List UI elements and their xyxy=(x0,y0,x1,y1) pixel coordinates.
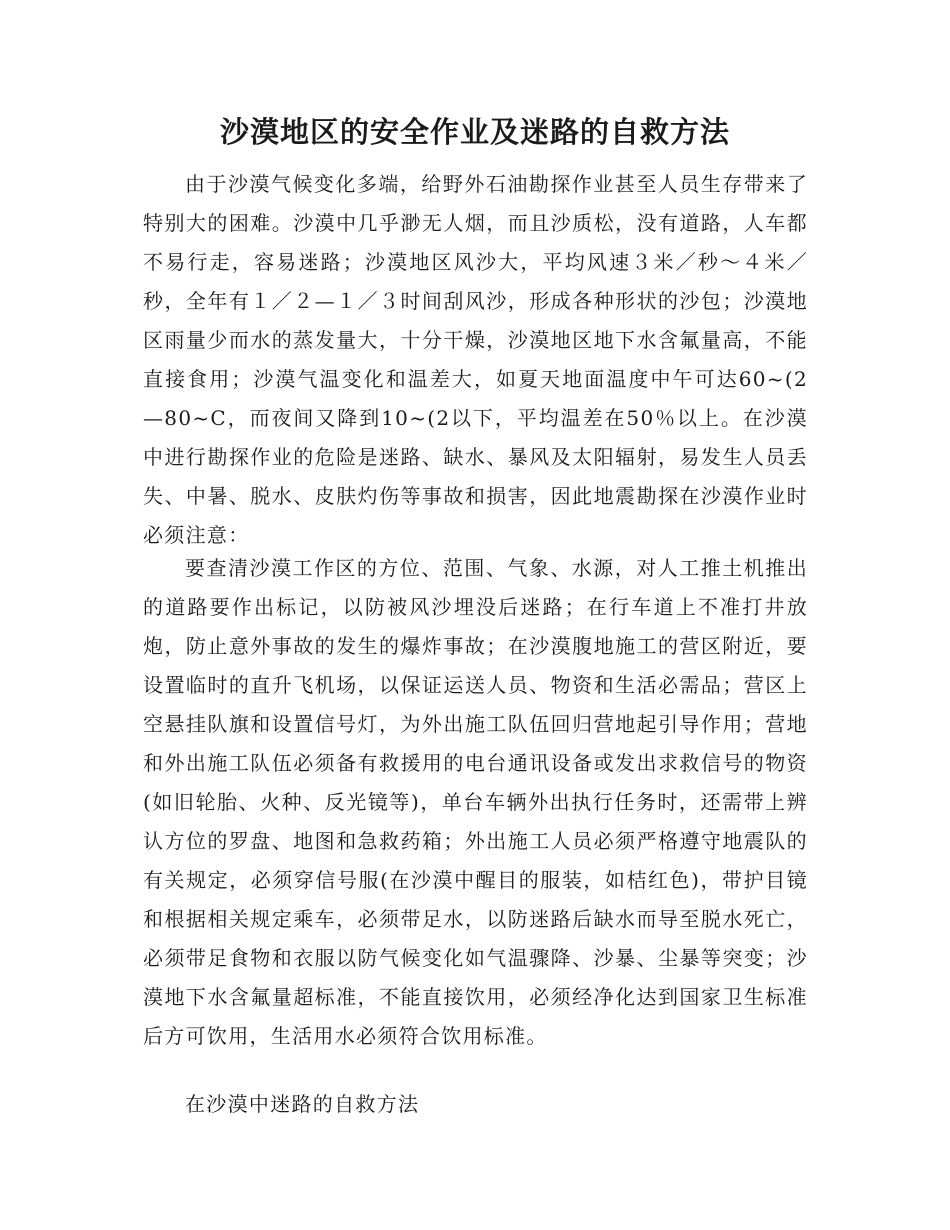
paragraph-desert-climate: 由于沙漠气候变化多端，给野外石油勘探作业甚至人员生存带来了特别大的困难。沙漠中几乎渺无人烟，而且沙质松，没有道路，人车都不易行走，容易迷路；沙漠地区风沙大，平均风速３米／秒～４米／秒，全年有１／２—１／３时间刮风沙，形成各种形状的沙包；沙漠地区雨量少而水的蒸发量大，十分干燥，沙漠地区地下水含氟量高，不能直接食用；沙漠气温变化和温差大，如夏天地面温度中午可达60~(2—80~C，而夜间又降到10~(2以下，平均温差在50％以上。在沙漠中进行勘探作业的危险是迷路、缺水、暴风及太阳辐射，易发生人员丢失、中暑、脱水、皮肤灼伤等事故和损害，因此地震勘探在沙漠作业时必须注意： xyxy=(143,172,808,547)
document-title: 沙漠地区的安全作业及迷路的自救方法 xyxy=(219,115,730,149)
section-heading-self-rescue: 在沙漠中迷路的自救方法 xyxy=(185,1092,420,1116)
paragraph-safety-measures: 要查清沙漠工作区的方位、范围、气象、水源，对人工推土机推出的道路要作出标记，以防被风沙埋没后迷路；在行车道上不准打井放炮，防止意外事故的发生的爆炸事故；在沙漠腹地施工的营区附近，要设置临时的直升飞机场，以保证运送人员、物资和生活必需品；营区上空悬挂队旗和设置信号灯，为外出施工队伍回归营地起引导作用；营地和外出施工队伍必须备有救援用的电台通讯设备或发出求救信号的物资(如旧轮胎、火种、反光镜等)，单台车辆外出执行任务时，还需带上辨认方位的罗盘、地图和急救药箱；外出施工人员必须严格遵守地震队的有关规定，必须穿信号服(在沙漠中醒目的服装，如桔红色)，带护目镜和根据相关规定乘车，必须带足水，以防迷路后缺水而导至脱水死亡，必须带足食物和衣服以防气候变化如气温骤降、沙暴、尘暴等突变；沙漠地下水含氟量超标准，不能直接饮用，必须经净化达到国家卫生标准后方可饮用，生活用水必须符合饮用标准。 xyxy=(143,556,808,1048)
